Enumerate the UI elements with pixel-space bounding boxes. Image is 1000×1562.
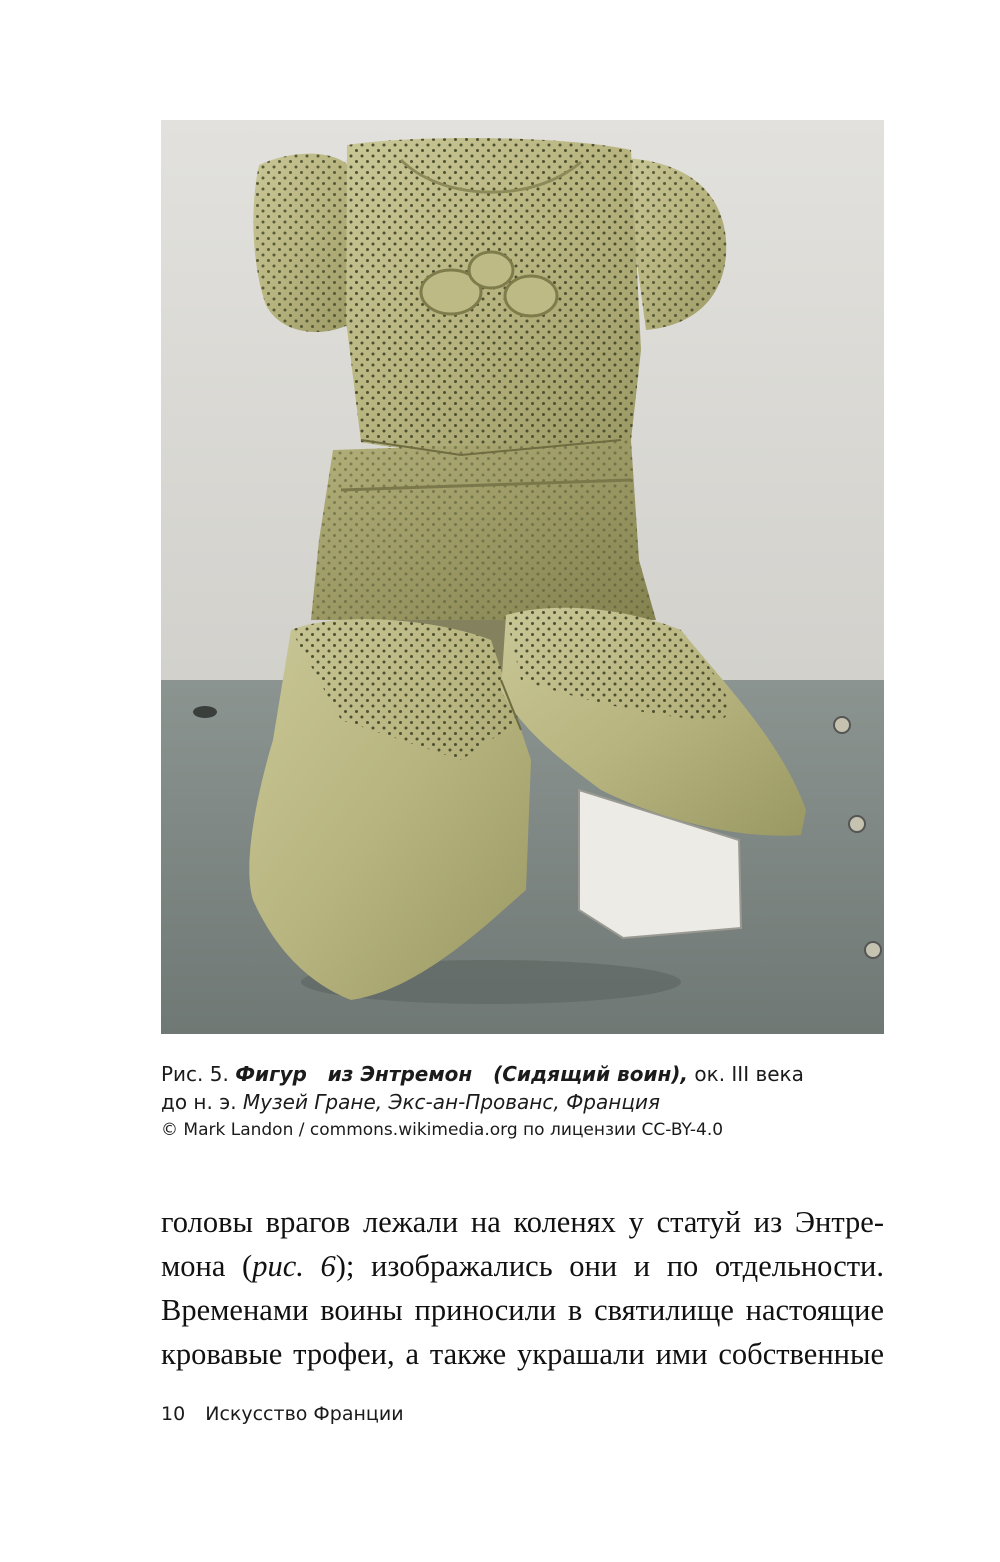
body-line-2-start: мона ( xyxy=(161,1249,253,1283)
page-footer xyxy=(161,1403,884,1425)
figure-caption xyxy=(161,1060,884,1144)
body-line-4: кровавые трофеи, а также украшали ими собственные xyxy=(161,1337,884,1371)
caption-title: Фигур из Энтремон (Сидящий воин), xyxy=(235,1062,689,1086)
body-line-3: Временами воины приносили в святилище настоящие xyxy=(161,1293,884,1327)
figure-photo xyxy=(161,120,884,1034)
body-line-2 xyxy=(161,1244,884,1288)
caption-date-1: ок. III века xyxy=(694,1062,804,1086)
caption-date-2: до н. э. xyxy=(161,1090,237,1114)
figure-reference: рис. 6 xyxy=(252,1249,336,1283)
caption-line-2 xyxy=(161,1088,884,1116)
running-title: Искусство Франции xyxy=(205,1403,404,1425)
caption-line-1 xyxy=(161,1060,884,1088)
body-paragraph xyxy=(161,1200,884,1376)
caption-prefix: Рис. 5. xyxy=(161,1062,229,1086)
body-line-1: головы врагов лежали на коленях у статуй из Энтре- xyxy=(161,1205,884,1239)
body-line-2-end: ); изображались они и по отдельности. xyxy=(335,1249,885,1283)
caption-location: Музей Гране, Экс-ан-Прованс, Франция xyxy=(242,1090,660,1114)
page-number: 10 xyxy=(161,1403,186,1425)
caption-credit: © Mark Landon / commons.wikimedia.org по лицензии CC-BY-4.0 xyxy=(161,1120,724,1140)
